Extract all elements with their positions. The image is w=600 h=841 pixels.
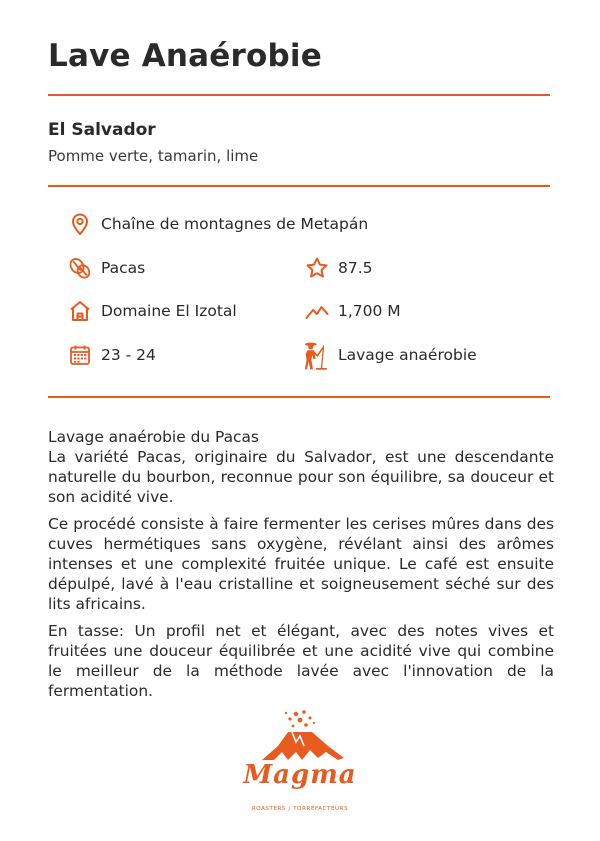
info-harvest (68, 341, 156, 369)
harvest-label: 23 - 24 (101, 346, 156, 364)
brand-tagline: ROASTERS / TORRÉFACTEURS (251, 806, 349, 812)
info-altitude (305, 297, 401, 325)
region-label: Chaîne de montagnes de Metapán (101, 215, 369, 233)
process-label: Lavage anaérobie (338, 346, 477, 364)
divider-bottom (48, 396, 550, 398)
farm-label: Domaine El Izotal (101, 302, 237, 320)
origin-country: El Salvador (48, 120, 156, 140)
divider-middle (48, 185, 550, 187)
score-label: 87.5 (338, 259, 373, 277)
description-paragraph-2: Ce procédé consiste à faire fermenter les cerises mûres dans des cuves hermétiques sans oxygène, révélant ainsi des arômes intenses et une complexité fruitée unique. Le café est ensuite dépulpé, lavé à l'eau cristalline et soigneusement séché sur des lits africains. (48, 515, 554, 613)
info-score (305, 254, 373, 282)
tasting-notes: Pomme verte, tamarin, lime (48, 147, 259, 165)
brand-name: Magma (243, 760, 357, 790)
farmer-worker-icon (300, 339, 328, 371)
description (48, 427, 554, 708)
volcano-icon (240, 708, 360, 768)
altitude-label: 1,700 M (338, 302, 401, 320)
info-farm (68, 297, 237, 325)
farm-house-icon (68, 299, 92, 323)
variety-label: Pacas (101, 259, 146, 277)
coffee-bean-icon (68, 256, 92, 280)
calendar-icon (68, 343, 92, 367)
description-paragraph-3: En tasse: Un profil net et élégant, avec des notes vives et fruitées une douceur équilibrée et une acidité vive qui combine le meilleur de la méthode lavée avec l'innovation de la fermentation. (48, 622, 554, 700)
mountain-line-icon (305, 299, 329, 323)
info-variety (68, 254, 145, 282)
magma-logo (240, 708, 360, 828)
divider-top (48, 94, 550, 96)
info-process (300, 338, 477, 372)
description-paragraph-1: La variété Pacas, originaire du Salvador, est une descendante naturelle du bourbon, reconnue pour son équilibre, sa douceur et son acidité vive. (48, 448, 554, 506)
description-heading: Lavage anaérobie du Pacas (48, 428, 259, 446)
map-pin-icon (68, 212, 92, 236)
page-title: Lave Anaérobie (48, 38, 322, 74)
star-icon (305, 256, 329, 280)
info-region (68, 210, 368, 238)
